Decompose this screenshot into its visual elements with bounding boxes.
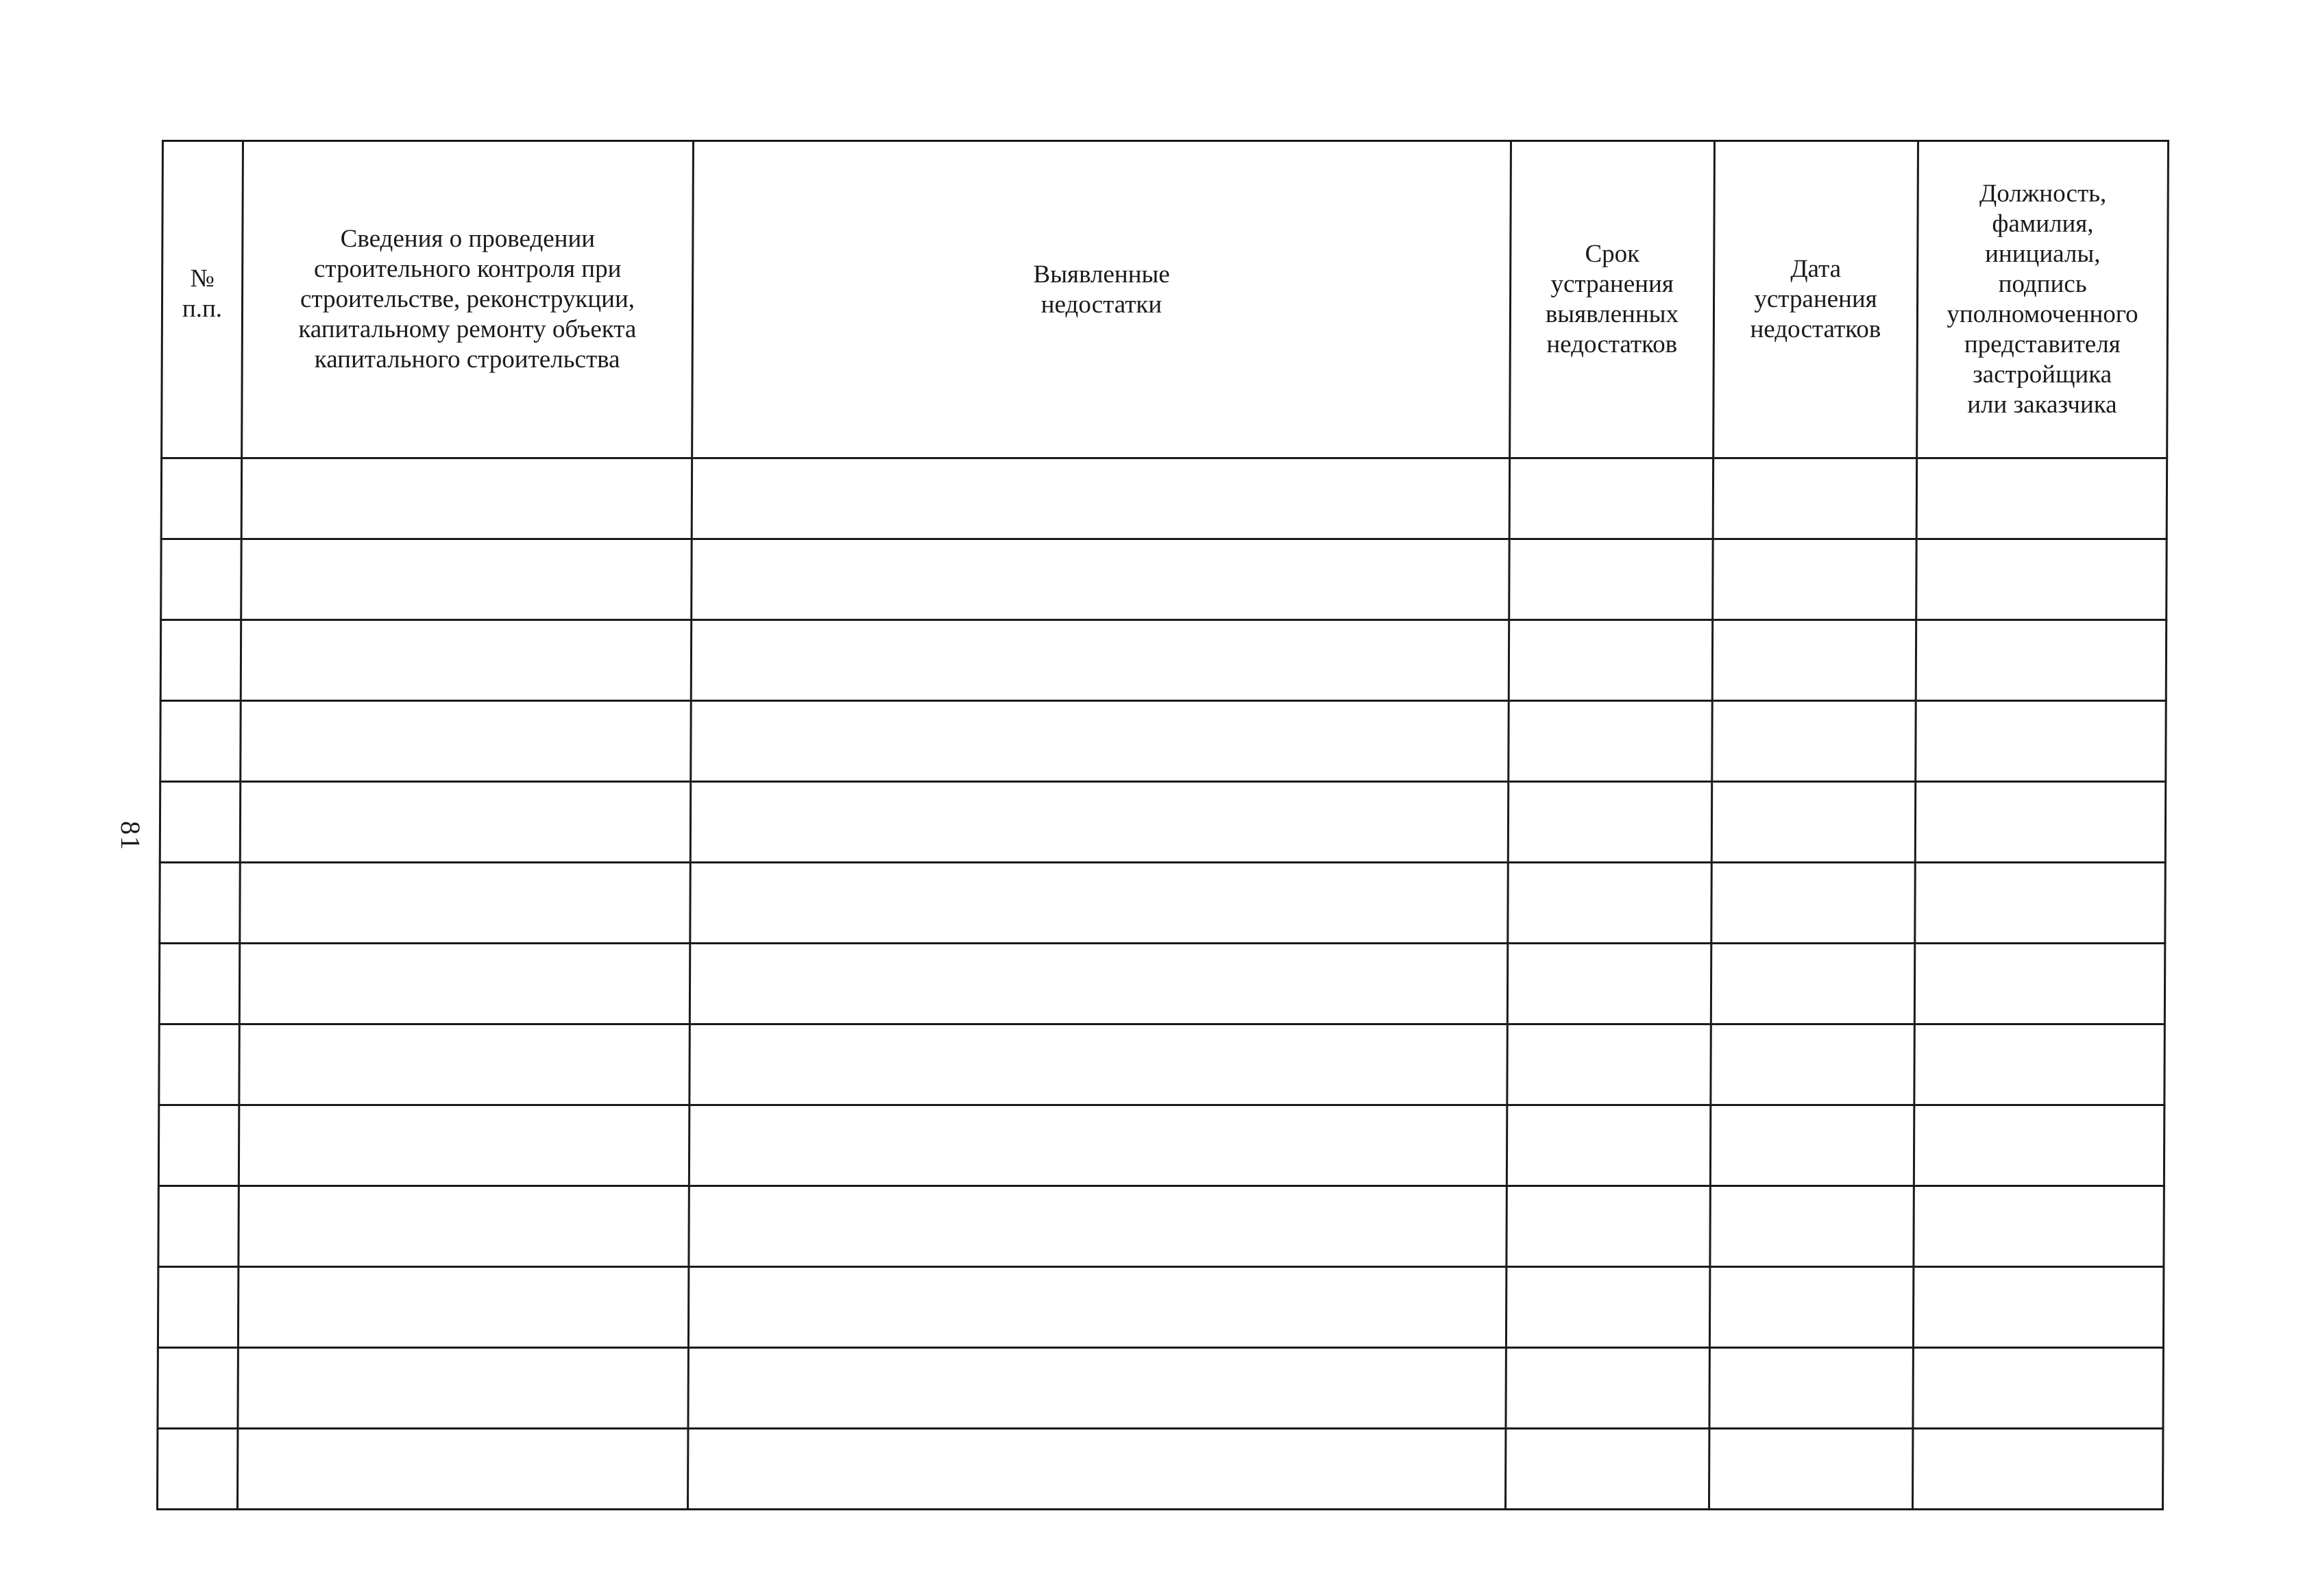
cell-construction-control-info	[239, 944, 690, 1024]
cell-item-number	[161, 458, 241, 539]
cell-elimination-deadline	[1509, 701, 1712, 782]
cell-representative-signature	[1912, 1429, 2162, 1510]
cell-representative-signature	[1914, 1186, 2164, 1267]
header-construction-control-info: Сведения о проведении строительного контроля при строительстве, реконструкции, капитальному ремонту объекта капитального строительства	[242, 141, 694, 458]
cell-item-number	[158, 1267, 238, 1348]
table-row	[158, 1267, 2163, 1348]
cell-item-number	[158, 1186, 239, 1267]
table-row	[158, 1348, 2163, 1429]
cell-representative-signature	[1914, 1024, 2164, 1105]
cell-construction-control-info	[237, 1429, 687, 1510]
cell-elimination-deadline	[1508, 863, 1711, 944]
table-row	[158, 1105, 2164, 1186]
cell-elimination-date	[1712, 620, 1916, 701]
cell-elimination-deadline	[1509, 620, 1712, 701]
cell-identified-defects	[690, 1024, 1507, 1105]
table-row	[157, 1429, 2162, 1510]
cell-item-number	[160, 782, 240, 863]
table-row	[161, 458, 2167, 539]
cell-elimination-date	[1712, 701, 1916, 782]
cell-elimination-date	[1713, 458, 1916, 539]
cell-representative-signature	[1916, 701, 2166, 782]
cell-elimination-deadline	[1507, 1024, 1711, 1105]
cell-representative-signature	[1916, 458, 2167, 539]
table-row	[158, 1186, 2164, 1267]
cell-representative-signature	[1916, 539, 2167, 620]
cell-identified-defects	[688, 1348, 1506, 1429]
cell-identified-defects	[690, 782, 1508, 863]
cell-elimination-deadline	[1507, 1105, 1710, 1186]
cell-construction-control-info	[241, 539, 692, 620]
cell-elimination-deadline	[1506, 1348, 1709, 1429]
cell-item-number	[160, 863, 240, 944]
cell-item-number	[158, 1105, 239, 1186]
table-row	[160, 782, 2165, 863]
cell-construction-control-info	[240, 782, 690, 863]
cell-construction-control-info	[238, 1348, 688, 1429]
header-item-number: № п.п.	[162, 141, 243, 458]
cell-elimination-date	[1709, 1429, 1912, 1510]
cell-representative-signature	[1914, 944, 2164, 1024]
cell-item-number	[161, 539, 241, 620]
table-row	[159, 1024, 2164, 1105]
header-elimination-date: Дата устранения недостатков	[1713, 141, 1918, 458]
cell-item-number	[160, 701, 241, 782]
cell-identified-defects	[692, 539, 1509, 620]
cell-elimination-date	[1711, 944, 1914, 1024]
cell-item-number	[159, 1024, 239, 1105]
cell-elimination-deadline	[1509, 458, 1713, 539]
cell-identified-defects	[689, 1186, 1507, 1267]
header-representative-signature: Должность, фамилия, инициалы, подпись уполномоченного представителя застройщика или заказчика	[1917, 141, 2169, 458]
cell-construction-control-info	[239, 1186, 689, 1267]
cell-item-number	[160, 620, 241, 701]
cell-representative-signature	[1914, 1105, 2164, 1186]
cell-elimination-date	[1711, 782, 1915, 863]
cell-construction-control-info	[239, 1105, 689, 1186]
cell-representative-signature	[1913, 1348, 2163, 1429]
cell-elimination-date	[1709, 1267, 1913, 1348]
cell-elimination-date	[1711, 1024, 1914, 1105]
cell-representative-signature	[1916, 620, 2166, 701]
cell-identified-defects	[687, 1429, 1505, 1510]
cell-item-number	[157, 1429, 237, 1510]
defects-journal-table	[156, 140, 2169, 1510]
cell-construction-control-info	[238, 1267, 688, 1348]
cell-elimination-deadline	[1509, 539, 1713, 620]
header-identified-defects: Выявленные недостатки	[692, 141, 1511, 458]
header-row	[162, 141, 2169, 458]
cell-identified-defects	[691, 701, 1509, 782]
cell-construction-control-info	[241, 701, 691, 782]
cell-item-number	[159, 944, 239, 1024]
cell-elimination-date	[1709, 1348, 1913, 1429]
cell-representative-signature	[1915, 782, 2165, 863]
table-row	[159, 944, 2164, 1024]
table-row	[161, 539, 2167, 620]
cell-elimination-deadline	[1507, 1186, 1710, 1267]
cell-representative-signature	[1913, 1267, 2163, 1348]
cell-identified-defects	[688, 1267, 1506, 1348]
cell-identified-defects	[690, 944, 1507, 1024]
cell-elimination-date	[1710, 1105, 1914, 1186]
cell-elimination-deadline	[1508, 782, 1711, 863]
cell-identified-defects	[692, 458, 1509, 539]
header-elimination-deadline: Срок устранения выявленных недостатков	[1510, 141, 1715, 458]
cell-construction-control-info	[241, 620, 691, 701]
table-row	[160, 701, 2166, 782]
cell-identified-defects	[689, 1105, 1507, 1186]
table-row	[160, 863, 2165, 944]
table-row	[160, 620, 2166, 701]
cell-construction-control-info	[240, 863, 690, 944]
cell-construction-control-info	[239, 1024, 690, 1105]
cell-identified-defects	[690, 863, 1508, 944]
cell-elimination-date	[1711, 863, 1915, 944]
cell-representative-signature	[1915, 863, 2165, 944]
cell-elimination-deadline	[1506, 1267, 1709, 1348]
table-header	[162, 141, 2169, 458]
page-number: 81	[115, 821, 146, 851]
table-body	[157, 458, 2167, 1510]
cell-elimination-date	[1713, 539, 1916, 620]
cell-elimination-deadline	[1507, 944, 1711, 1024]
cell-elimination-date	[1710, 1186, 1914, 1267]
cell-elimination-deadline	[1505, 1429, 1709, 1510]
cell-identified-defects	[691, 620, 1509, 701]
cell-construction-control-info	[241, 458, 692, 539]
cell-item-number	[158, 1348, 238, 1429]
